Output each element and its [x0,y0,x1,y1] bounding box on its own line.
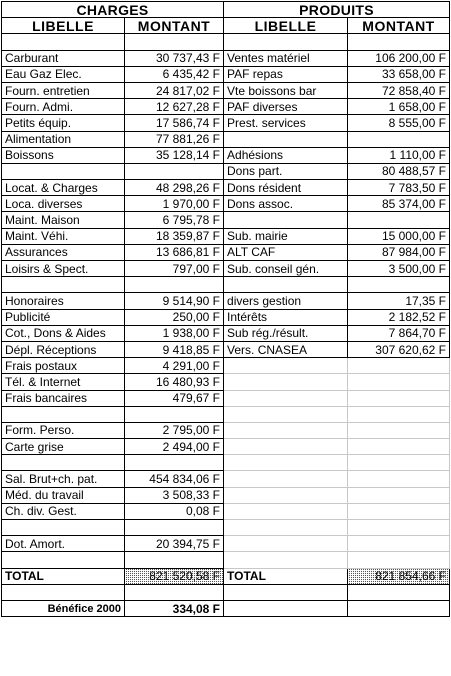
produits-total-value: 821 854,66 F [348,568,450,584]
charges-montant-cell: 16 480,93 F [125,374,224,390]
charges-montant-cell: 20 394,75 F [125,536,224,552]
table-row [2,374,450,390]
produits-montant-cell: 85 374,00 F [348,196,450,212]
charges-montant-cell: 250,00 F [125,309,224,325]
charges-libelle-cell: Frais bancaires [2,390,125,406]
charges-libelle-cell: Fourn. Admi. [2,99,125,115]
produits-montant-cell: 87 984,00 F [348,244,450,260]
produits-montant-cell: 33 658,00 F [348,66,450,82]
table-row [2,293,450,309]
column-header-row [2,18,450,34]
charges-montant-cell: 13 686,81 F [125,244,224,260]
charges-libelle-cell: Dépl. Réceptions [2,341,125,357]
table-cell [348,584,450,600]
charges-libelle-cell: Fourn. entretien [2,82,125,98]
produits-libelle-cell: Prest. services [224,115,348,131]
produits-libelle-cell: Adhésions [224,147,348,163]
produits-montant-cell: 1 110,00 F [348,147,450,163]
charges-total-value: 821 520,58 F [125,568,224,584]
charges-montant-cell: 77 881,26 F [125,131,224,147]
charges-montant-cell: 18 359,87 F [125,228,224,244]
charges-montant-cell: 2 795,00 F [125,422,224,438]
table-row [2,503,450,519]
produits-montant-cell [348,212,450,228]
charges-montant-cell [125,34,224,50]
table-row [2,147,450,163]
spacer-row [2,584,450,600]
charges-montant-cell [125,277,224,293]
charges-libelle-cell: Honoraires [2,293,125,309]
table-row [2,115,450,131]
charges-libelle-cell: Alimentation [2,131,125,147]
produits-montant-cell: 307 620,62 F [348,341,450,357]
table-body [2,34,450,568]
produits-libelle-header: LIBELLE [224,18,348,34]
charges-montant-cell: 30 737,43 F [125,50,224,66]
produits-libelle-cell [224,358,348,374]
charges-libelle-cell: Carte grise [2,439,125,455]
produits-libelle-cell [224,406,348,422]
produits-montant-cell [348,358,450,374]
produits-libelle-cell [224,131,348,147]
total-row [2,568,450,584]
produits-montant-cell: 7 783,50 F [348,180,450,196]
charges-montant-cell: 17 586,74 F [125,115,224,131]
produits-montant-header: MONTANT [348,18,450,34]
charges-montant-cell: 0,08 F [125,503,224,519]
produits-libelle-cell: Dons résident [224,180,348,196]
produits-libelle-cell [224,34,348,50]
charges-montant-cell: 9 418,85 F [125,341,224,357]
charges-libelle-cell: Méd. du travail [2,487,125,503]
charges-montant-cell [125,520,224,536]
produits-libelle-cell [224,455,348,471]
produits-libelle-cell: PAF diverses [224,99,348,115]
charges-montant-cell: 3 508,33 F [125,487,224,503]
produits-montant-cell: 8 555,00 F [348,115,450,131]
produits-montant-cell [348,131,450,147]
charges-montant-cell [125,163,224,179]
produits-montant-cell [348,471,450,487]
charges-libelle-cell: Eau Gaz Elec. [2,66,125,82]
table-row [2,309,450,325]
table-row [2,277,450,293]
table-cell [125,584,224,600]
produits-libelle-cell: Sub rég./résult. [224,325,348,341]
table-row [2,520,450,536]
produits-montant-cell [348,390,450,406]
produits-libelle-cell [224,536,348,552]
charges-montant-cell: 1 938,00 F [125,325,224,341]
table-row [2,471,450,487]
benefice-row [2,600,450,616]
benefice-value: 334,08 F [125,600,224,616]
produits-header: PRODUITS [224,2,450,18]
produits-montant-cell: 15 000,00 F [348,228,450,244]
table-row [2,439,450,455]
charges-libelle-cell: Maint. Maison [2,212,125,228]
produits-libelle-cell: Vte boissons bar [224,82,348,98]
produits-montant-cell: 2 182,52 F [348,309,450,325]
charges-libelle-cell [2,552,125,568]
produits-libelle-cell [224,374,348,390]
charges-libelle-cell: Frais postaux [2,358,125,374]
table-row [2,66,450,82]
produits-montant-cell [348,536,450,552]
produits-libelle-cell: Vers. CNASEA [224,341,348,357]
charges-montant-cell [125,552,224,568]
charges-montant-cell [125,455,224,471]
produits-montant-cell: 1 658,00 F [348,99,450,115]
produits-montant-cell [348,487,450,503]
produits-montant-cell: 106 200,00 F [348,50,450,66]
benefice-label: Bénéfice 2000 [2,600,125,616]
produits-libelle-cell [224,439,348,455]
charges-libelle-cell [2,455,125,471]
table-row [2,82,450,98]
table-row [2,390,450,406]
produits-libelle-cell [224,520,348,536]
table-row [2,99,450,115]
produits-montant-cell: 7 864,70 F [348,325,450,341]
table-row [2,50,450,66]
section-header-row [2,2,450,18]
table-row [2,341,450,357]
produits-montant-cell [348,374,450,390]
charges-montant-cell: 35 128,14 F [125,147,224,163]
charges-libelle-cell: Petits équip. [2,115,125,131]
table-row [2,325,450,341]
table-row [2,487,450,503]
produits-montant-cell [348,422,450,438]
table-row [2,422,450,438]
produits-libelle-cell [224,471,348,487]
produits-montant-cell [348,277,450,293]
produits-libelle-cell: Intérêts [224,309,348,325]
produits-montant-cell [348,552,450,568]
table-cell [224,600,348,616]
charges-libelle-cell: Boissons [2,147,125,163]
produits-libelle-cell: Sub. mairie [224,228,348,244]
table-row [2,131,450,147]
produits-total-label: TOTAL [224,568,348,584]
charges-montant-cell: 12 627,28 F [125,99,224,115]
table-row [2,228,450,244]
table-row [2,261,450,277]
charges-libelle-cell [2,277,125,293]
table-row [2,180,450,196]
charges-total-label: TOTAL [2,568,125,584]
charges-libelle-cell: Tél. & Internet [2,374,125,390]
produits-libelle-cell [224,212,348,228]
produits-montant-cell [348,34,450,50]
charges-montant-cell: 4 291,00 F [125,358,224,374]
produits-libelle-cell [224,487,348,503]
charges-libelle-cell: Dot. Amort. [2,536,125,552]
charges-libelle-cell: Publicité [2,309,125,325]
produits-libelle-cell: divers gestion [224,293,348,309]
charges-libelle-cell: Sal. Brut+ch. pat. [2,471,125,487]
produits-libelle-cell [224,422,348,438]
charges-libelle-cell: Ch. div. Gest. [2,503,125,519]
produits-montant-cell: 80 488,57 F [348,163,450,179]
produits-montant-cell [348,520,450,536]
charges-montant-cell: 1 970,00 F [125,196,224,212]
charges-montant-cell: 24 817,02 F [125,82,224,98]
charges-libelle-header: LIBELLE [2,18,125,34]
produits-montant-cell: 72 858,40 F [348,82,450,98]
produits-libelle-cell [224,552,348,568]
produits-montant-cell [348,439,450,455]
produits-libelle-cell: Sub. conseil gén. [224,261,348,277]
table-row [2,552,450,568]
table-cell [348,600,450,616]
charges-montant-header: MONTANT [125,18,224,34]
charges-libelle-cell [2,34,125,50]
table-row [2,536,450,552]
produits-libelle-cell: Dons assoc. [224,196,348,212]
table-row [2,455,450,471]
charges-libelle-cell: Loisirs & Spect. [2,261,125,277]
charges-libelle-cell: Assurances [2,244,125,260]
charges-montant-cell: 479,67 F [125,390,224,406]
charges-montant-cell: 48 298,26 F [125,180,224,196]
charges-montant-cell [125,406,224,422]
charges-montant-cell: 9 514,90 F [125,293,224,309]
charges-montant-cell: 454 834,06 F [125,471,224,487]
table-row [2,358,450,374]
produits-libelle-cell: PAF repas [224,66,348,82]
charges-libelle-cell [2,406,125,422]
table-row [2,196,450,212]
table-row [2,244,450,260]
produits-libelle-cell [224,503,348,519]
produits-montant-cell [348,455,450,471]
produits-libelle-cell [224,390,348,406]
produits-montant-cell: 17,35 F [348,293,450,309]
charges-libelle-cell: Loca. diverses [2,196,125,212]
table-row [2,34,450,50]
charges-header: CHARGES [2,2,224,18]
table-row [2,212,450,228]
produits-montant-cell [348,406,450,422]
charges-libelle-cell: Carburant [2,50,125,66]
charges-libelle-cell: Cot., Dons & Aides [2,325,125,341]
table-row [2,163,450,179]
produits-libelle-cell: Ventes matériel [224,50,348,66]
charges-libelle-cell: Locat. & Charges [2,180,125,196]
charges-libelle-cell: Form. Perso. [2,422,125,438]
charges-montant-cell: 2 494,00 F [125,439,224,455]
produits-montant-cell: 3 500,00 F [348,261,450,277]
charges-libelle-cell [2,163,125,179]
produits-libelle-cell [224,277,348,293]
table-cell [224,584,348,600]
charges-montant-cell: 6 795,78 F [125,212,224,228]
charges-libelle-cell [2,520,125,536]
table-cell [2,584,125,600]
table-row [2,406,450,422]
produits-montant-cell [348,503,450,519]
accounts-table [1,1,450,617]
produits-libelle-cell: ALT CAF [224,244,348,260]
charges-libelle-cell: Maint. Véhi. [2,228,125,244]
produits-libelle-cell: Dons part. [224,163,348,179]
charges-montant-cell: 6 435,42 F [125,66,224,82]
charges-montant-cell: 797,00 F [125,261,224,277]
